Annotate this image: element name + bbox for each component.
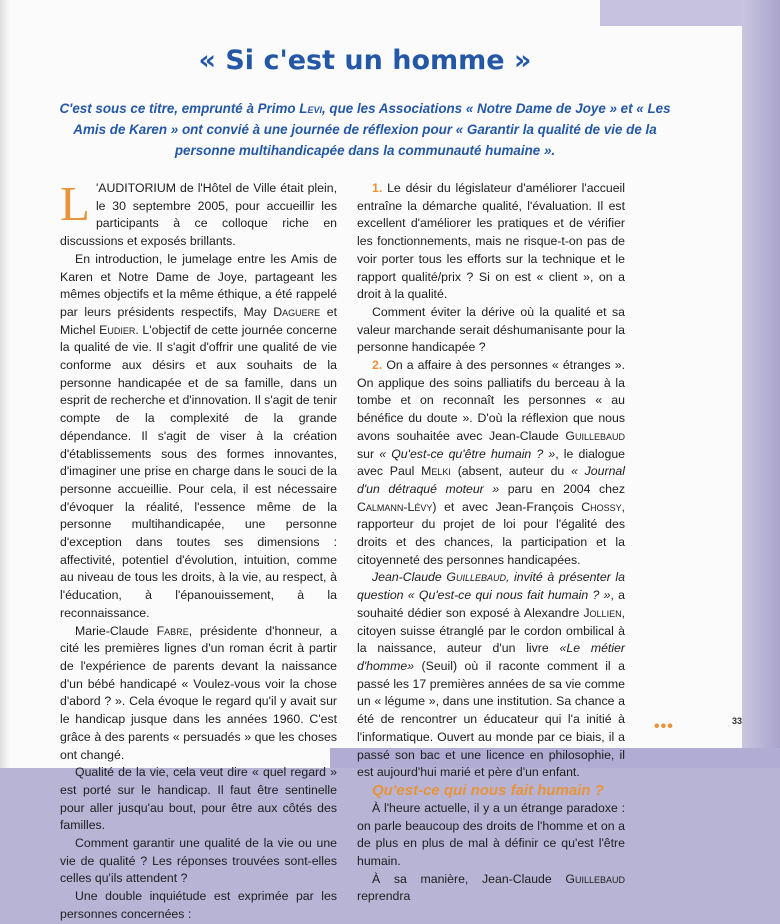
page-gutter-shadow [0,0,10,768]
paragraph-text: (Seuil) où il raconte comment il a passé les 17 premières années de sa vie comme un « légume », dans une institution. Sa chance a été de rencontrer un éducateur qui l'a initié à l'informatique. Ouvert au monde par ce biais, il a passé son bac et une licence en philosophie, il est aujourd'hui marié et père d'un enfant. [357,658,625,780]
paragraph-text: On a affaire à des personnes « étranges ». On applique des soins palliatifs du berceau à la tombe et on reconnaît les personnes « au bénéfice du doute ». D'où la réflexion que nous avons souhaitée avec Jean-Claude [357,358,625,443]
paragraph-text: . L'objectif de cette journée concerne la qualité de vie. Il s'agit d'offrir une qualité de vie conforme aux désirs et aux souhaits de la personne handicapée et de sa famille, dans un esprit de recherche et d'innovation. Il s'agit de tenir compte de la complexité de la grande dépendance. Il s'agit de viser à la création d'établissements sous des formes innovantes, d'imaginer une prise en charge dans le souci de la personne accueillie. Pour cela, il est nécessaire d'évoquer la réalité, l'essence même de la personne multihandicapée, une personne d'exception dans toutes ses dimensions : affectivité, potentiel d'évolution, intuition, comme au niveau de tous les droits, à la vie, au respect, à l'éducation, à l'épanouissement, à la reconnaissance. [60,322,337,620]
paragraph-text: et Michel [60,304,337,337]
drop-cap: L [60,176,90,231]
paragraph-question: Comment garantir une qualité de la vie ou une vie de qualité ? Les réponses trouvées sont-elles celles qu'ils attendent ? [60,836,337,886]
publisher-calmann-levy: Calmann-Lévy [357,499,433,514]
paragraph-text: paru en 2004 chez [499,481,625,496]
intro-part-1: C'est sous ce titre, emprunté à Primo [59,101,300,116]
paragraph-text: En introduction, le jumelage entre les Amis de Karen et Notre Dame de Joye, partageant les mêmes objectifs et la même éthique, a été rappelé par leurs présidents respectifs, May [60,251,337,319]
paragraph-text: sur [357,446,380,461]
paragraph-inquietude: Une double inquiétude est exprimée par les personnes concernées : [60,889,337,921]
list-number: 2. [372,358,383,373]
paragraph-text: À sa manière, Jean-Claude [372,871,566,886]
paragraph-regard: Qualité de la vie, cela veut dire « quel regard » est porté sur le handicap. Il faut être sentinelle pour aller jusqu'au bout, pour être aux côtés des familles. [60,765,337,833]
list-number: 1. [372,181,383,195]
paragraph-point-2 [357,357,625,569]
paragraph-text: , citoyen suisse étranglé par le cordon ombilical à la naissance, auteur d'un livre [357,605,625,656]
name-eudier: Eudier [99,322,136,337]
left-column [60,176,337,924]
paragraph-reprendra [357,871,625,906]
right-column [357,180,625,906]
name-fabre: Fabre [156,623,189,638]
paragraph-text: , a souhaité dédier son exposé à Alexandre [357,588,625,620]
paragraph-text: , présidente d'honneur, a cité les premières lignes d'un roman écrit à partir de l'expérience de parents devant la naissance d'un bébé handicapé « Voulez-vous voir la chose d'abord ? ». Cela évoque le regard qu'il y avait sur le handicap jusque dans les années 1960. C'est grâce à des parents « persuadés » que les choses ont changé. [60,623,337,762]
paragraph-text: Jean-Claude [372,570,447,585]
intro-part-2: , que les Associations « Notre Dame de Joye » et « Les Amis de Karen » ont convié à une journée de réflexion pour « Garantir la qualité de vie de la personne multihandicapée dans la communauté humaine ». [73,101,671,158]
paragraph-text: ) et avec Jean-François [432,499,582,514]
paragraph-paradoxe: À l'heure actuelle, il y a un étrange paradoxe : on parle beaucoup des droits de l'homme et on a de plus en plus de mal à définir ce qu'est l'être humain. [357,800,625,869]
paragraph-text: 'AUDITORIUM de l'Hôtel de Ville était plein, le 30 septembre 2005, pour accueillir les participants à ce colloque riche en discussions et exposés brillants. [60,181,337,249]
paragraph-text: (absent, auteur du [450,464,572,479]
name-guillebaud: Guillebaud [565,871,625,886]
article-title: « Si c'est un homme » [198,45,532,76]
paragraph-guillebaud [357,569,625,781]
paragraph-text: reprendra [357,889,411,904]
name-jollien: Jollien [583,605,622,620]
page-number: 33 [732,716,743,726]
paragraph-text: , invité à présenter la question « Qu'est-ce qui nous fait humain ? » [357,570,625,603]
paragraph-derive: Comment éviter la dérive où la qualité et sa valeur marchande serait déshumanisante pour la personne handicapée ? [357,304,625,355]
name-chossy: Chossy [581,499,622,514]
ellipsis-dots-icon: ••• [654,718,674,735]
paragraph-opening [60,176,337,251]
facing-page-strip [742,0,780,768]
paragraph-point-1 [357,180,625,304]
book-title-metier: «Le métier d'homme» [357,641,625,673]
name-daguere: Daguere [273,304,321,319]
name-guillebaud: Guillebaud [446,570,506,585]
paragraph-text: , le dialogue avec Paul [357,446,625,479]
section-subheading: Qu'est-ce qui nous fait humain ? [372,781,604,799]
paragraph-text: Marie-Claude [75,623,157,638]
name-guillebaud: Guillebaud [565,428,625,443]
paragraph-text: Le désir du législateur d'améliorer l'accueil entraîne la démarche qualité, l'évaluation. Il est excellent d'améliorer les pratiques et de vérifier les fonctionnements, mais ne risque-t-on pas de voir porter tous les efforts sur la technique et le rapport qualité/prix ? Si on est « client », on a droit à la qualité. [357,181,625,302]
paragraph-text: , rapporteur du projet de loi pour l'égalité des droits et des chances, la participation et la citoyenneté des personnes handicapées. [357,499,625,567]
quote-etre-humain: « Qu'est-ce qu'être humain ? » [379,446,556,461]
paragraph-introduction [60,251,337,623]
intro-name-levi: Levi [299,101,322,116]
name-melki: Melki [421,464,451,479]
paragraph-fabre [60,623,337,765]
article-intro [52,98,678,161]
book-title-journal: « Journal d'un détraqué moteur » [357,464,625,496]
